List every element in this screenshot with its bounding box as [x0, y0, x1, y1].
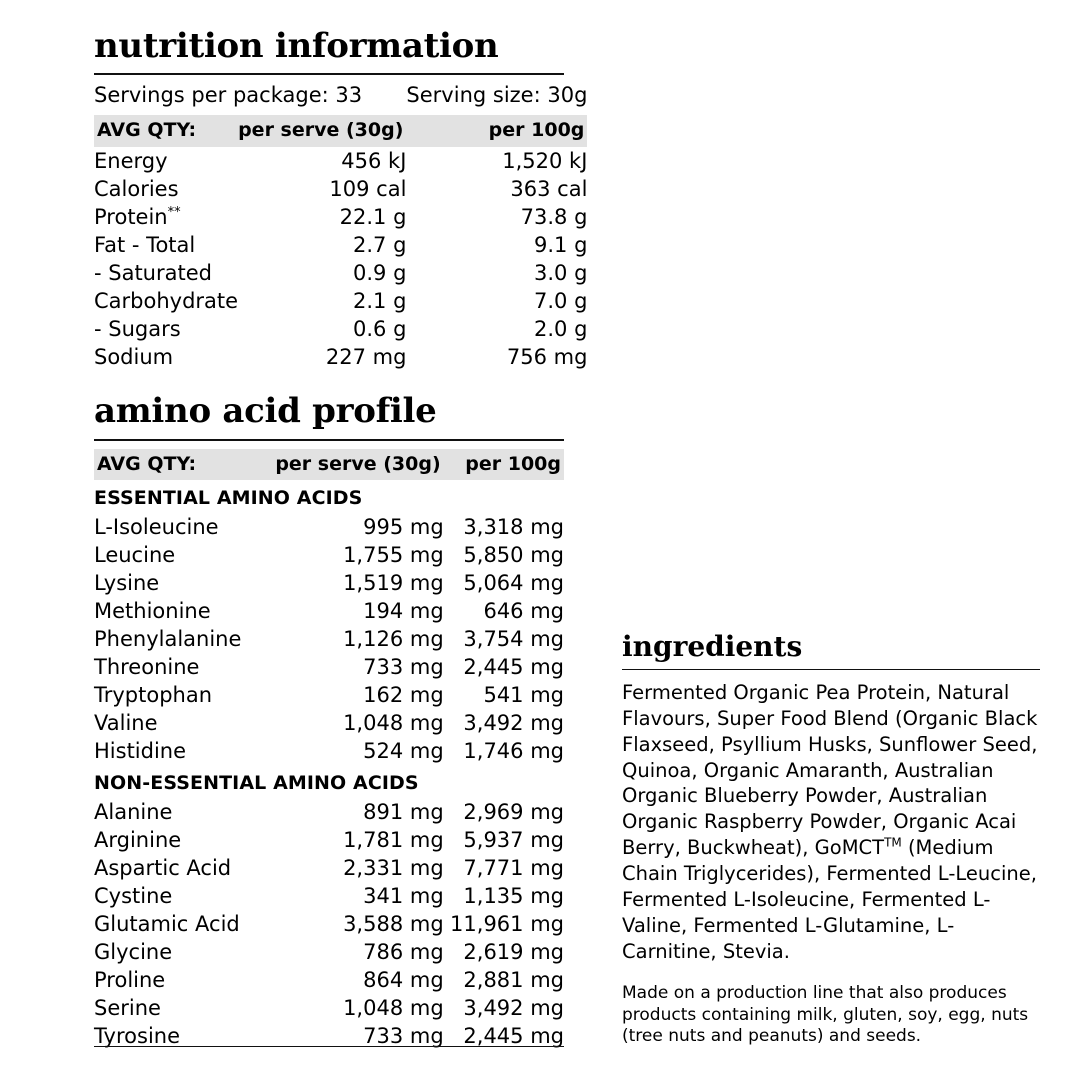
nutrition-row-per-serve: 22.1 g: [339, 205, 407, 230]
amino-row-per-serve: 162 mg: [363, 682, 444, 707]
nutrition-row-per-100g: 756 mg: [506, 345, 588, 370]
page-title-amino: amino acid profile: [94, 391, 437, 432]
amino-row-per-serve: 3,588 mg: [343, 911, 444, 936]
nutrition-row-name: Protein: [94, 205, 168, 230]
nutrition-row-label: [94, 259, 238, 287]
amino-row-name: Tryptophan: [94, 682, 213, 707]
protein-footnote-marker: **: [167, 205, 181, 221]
amino-row-per-100g: 11,961 mg: [450, 911, 564, 936]
page-title-nutrition: nutrition information: [94, 26, 499, 66]
nutrition-header-row: [94, 115, 587, 147]
amino-group-heading-essential: ESSENTIAL AMINO ACIDS: [94, 487, 363, 510]
nutrition-row-label: [94, 287, 238, 315]
amino-row-per-100g: 3,492 mg: [463, 710, 564, 735]
nutrition-row-per-serve: 2.1 g: [353, 289, 407, 314]
nutrition-row-name: - Saturated: [94, 261, 212, 286]
nutrition-row-label: [94, 147, 238, 175]
table-row: [94, 681, 564, 709]
amino-spacer: [94, 441, 564, 449]
trademark-mark: TM: [884, 835, 902, 850]
table-row: [94, 259, 587, 287]
nutrition-row-per-serve: 0.9 g: [353, 261, 407, 286]
amino-row-name: Cystine: [94, 883, 173, 908]
table-row: [94, 175, 587, 203]
amino-table: [94, 441, 564, 1050]
amino-row-per-100g: 2,445 mg: [463, 654, 564, 679]
amino-row-per-serve: 733 mg: [363, 654, 444, 679]
nutrition-row-name: Sodium: [94, 345, 174, 370]
amino-row-name: Aspartic Acid: [94, 855, 232, 880]
nutrition-col-per100g: per 100g: [488, 119, 585, 142]
servings-row: [94, 75, 587, 115]
amino-row-per-100g: 646 mg: [483, 598, 564, 623]
table-row: [94, 826, 564, 854]
amino-row-name: Methionine: [94, 598, 211, 623]
table-row: [94, 569, 564, 597]
table-row: [94, 343, 587, 371]
nutrition-row-per-serve: 2.7 g: [353, 233, 407, 258]
servings-per-package: Servings per package: 33: [94, 83, 363, 108]
nutrition-col-perserve: per serve (30g): [238, 119, 404, 142]
amino-row-per-serve: 786 mg: [363, 939, 444, 964]
amino-row-per-100g: 5,064 mg: [463, 570, 564, 595]
amino-row-per-100g: 2,619 mg: [463, 939, 564, 964]
nutrition-table-body: [94, 75, 587, 371]
table-row: [94, 910, 564, 938]
page-title-ingredients: ingredients: [622, 630, 803, 663]
nutrition-row-per-100g: 2.0 g: [534, 317, 588, 342]
nutrition-row-per-serve: 109 cal: [329, 177, 407, 201]
nutrition-row-label: [94, 343, 238, 371]
table-row: [94, 231, 587, 259]
amino-row-per-serve: 995 mg: [363, 514, 444, 539]
amino-row-name: Histidine: [94, 738, 187, 763]
table-row: [94, 625, 564, 653]
nutrition-table: [94, 75, 587, 371]
amino-row-name: Valine: [94, 710, 158, 735]
amino-row-per-serve: 733 mg: [363, 1023, 444, 1048]
amino-row-per-100g: 541 mg: [483, 682, 564, 707]
ingredients-title-rule: [622, 669, 1040, 670]
table-row: [94, 597, 564, 625]
amino-row-per-serve: 1,755 mg: [343, 542, 444, 567]
nutrition-row-per-100g: 363 cal: [510, 177, 588, 201]
ingredients-body: [622, 680, 1040, 965]
amino-row-per-serve: 524 mg: [363, 738, 444, 763]
amino-row-name: Glutamic Acid: [94, 911, 240, 936]
amino-header-row: [94, 449, 564, 481]
table-row: [94, 203, 587, 231]
amino-row-per-serve: 2,331 mg: [343, 855, 444, 880]
amino-row-per-100g: 7,771 mg: [463, 855, 564, 880]
table-row: [94, 653, 564, 681]
table-row: [94, 513, 564, 541]
nutrition-row-name: Fat - Total: [94, 233, 196, 258]
amino-row-per-serve: 194 mg: [363, 598, 444, 623]
nutrition-row-name: Energy: [94, 148, 168, 173]
amino-row-name: Phenylalanine: [94, 626, 242, 651]
amino-row-per-serve: 891 mg: [363, 799, 444, 824]
table-row: [94, 147, 587, 175]
nutrition-row-per-100g: 1,520 kJ: [502, 148, 588, 173]
table-row: [94, 798, 564, 826]
section-gap: [94, 371, 564, 393]
amino-row-per-100g: 5,937 mg: [463, 827, 564, 852]
amino-row-name: Lysine: [94, 570, 160, 595]
amino-row-per-100g: 3,492 mg: [463, 995, 564, 1020]
amino-row-name: Tyrosine: [94, 1023, 181, 1048]
table-row: [94, 709, 564, 737]
ingredients-text-part1: Fermented Organic Pea Protein, Natural Flavours, Super Food Blend (Organic Black Flaxseed, Psyllium Husks, Sunflower Seed, Quinoa, Organic Amaranth, Australian Organic Blueberry Powder, Australian Organic Raspberry Powder, Organic Acai Berry, Buckwheat), GoMCT: [622, 680, 1038, 860]
amino-col-per100g: per 100g: [465, 452, 561, 475]
serving-size: Serving size: 30g: [406, 83, 588, 108]
amino-row-name: Threonine: [94, 654, 200, 679]
nutrition-row-per-100g: 3.0 g: [534, 261, 588, 286]
amino-row-per-serve: 341 mg: [363, 883, 444, 908]
amino-row-per-serve: 1,048 mg: [343, 710, 444, 735]
ingredients-text-part2: (Medium Chain Triglycerides), Fermented L-Leucine, Fermented L-Isoleucine, Fermented L-Valine, Fermented L-Glutamine, L-Carnitine, Stevia.: [622, 836, 1037, 964]
table-row: [94, 315, 587, 343]
allergen-note: Made on a production line that also produces products containing milk, gluten, soy, egg, nuts (tree nuts and peanuts) and seeds.: [622, 982, 1029, 1047]
right-column: [622, 632, 1040, 1048]
nutrition-row-label: [94, 315, 238, 343]
amino-row-per-100g: 1,135 mg: [463, 883, 564, 908]
amino-table-body: [94, 441, 564, 1050]
amino-row-per-100g: 2,881 mg: [463, 967, 564, 992]
nutrition-row-label: [94, 175, 238, 203]
amino-row-per-100g: 2,969 mg: [463, 799, 564, 824]
table-row: [94, 737, 564, 765]
nutrition-row-per-100g: 73.8 g: [520, 205, 588, 230]
amino-row-name: L-Isoleucine: [94, 514, 219, 539]
table-row: [94, 882, 564, 910]
table-row: [94, 287, 587, 315]
amino-row-per-serve: 1,519 mg: [343, 570, 444, 595]
nutrition-row-name: Calories: [94, 177, 179, 201]
amino-row-name: Proline: [94, 967, 166, 992]
amino-row-name: Arginine: [94, 827, 182, 852]
nutrition-row-per-serve: 227 mg: [325, 345, 407, 370]
nutrition-row-per-serve: 456 kJ: [341, 148, 407, 173]
amino-row-per-100g: 3,318 mg: [463, 514, 564, 539]
amino-row-name: Alanine: [94, 799, 173, 824]
nutrition-col-avgqty: AVG QTY:: [97, 119, 197, 142]
nutrition-row-per-100g: 7.0 g: [534, 289, 588, 314]
table-row: [94, 966, 564, 994]
page-bottom-rule: [94, 1046, 564, 1047]
table-row: [94, 938, 564, 966]
amino-col-perserve: per serve (30g): [275, 452, 441, 475]
amino-row-per-100g: 1,746 mg: [463, 738, 564, 763]
nutrition-row-per-serve: 0.6 g: [353, 317, 407, 342]
nutrition-row-name: Carbohydrate: [94, 289, 239, 314]
amino-row-per-serve: 1,126 mg: [343, 626, 444, 651]
nutrition-row-per-100g: 9.1 g: [534, 233, 588, 258]
table-row: [94, 541, 564, 569]
amino-row-per-100g: 3,754 mg: [463, 626, 564, 651]
amino-group-heading-non-essential: NON-ESSENTIAL AMINO ACIDS: [94, 771, 419, 794]
amino-row-name: Glycine: [94, 939, 173, 964]
amino-row-per-100g: 5,850 mg: [463, 542, 564, 567]
amino-row-per-serve: 1,781 mg: [343, 827, 444, 852]
amino-row-per-serve: 864 mg: [363, 967, 444, 992]
left-column: [94, 26, 588, 1050]
table-row: [94, 854, 564, 882]
table-row: [94, 994, 564, 1022]
amino-row-name: Serine: [94, 995, 161, 1020]
amino-row-per-100g: 2,445 mg: [463, 1023, 564, 1048]
amino-col-avgqty: AVG QTY:: [97, 452, 197, 475]
amino-row-name: Leucine: [94, 542, 176, 567]
nutrition-row-label: [94, 231, 238, 259]
nutrition-row-name: - Sugars: [94, 317, 181, 342]
amino-row-per-serve: 1,048 mg: [343, 995, 444, 1020]
nutrition-row-label: [94, 203, 238, 231]
